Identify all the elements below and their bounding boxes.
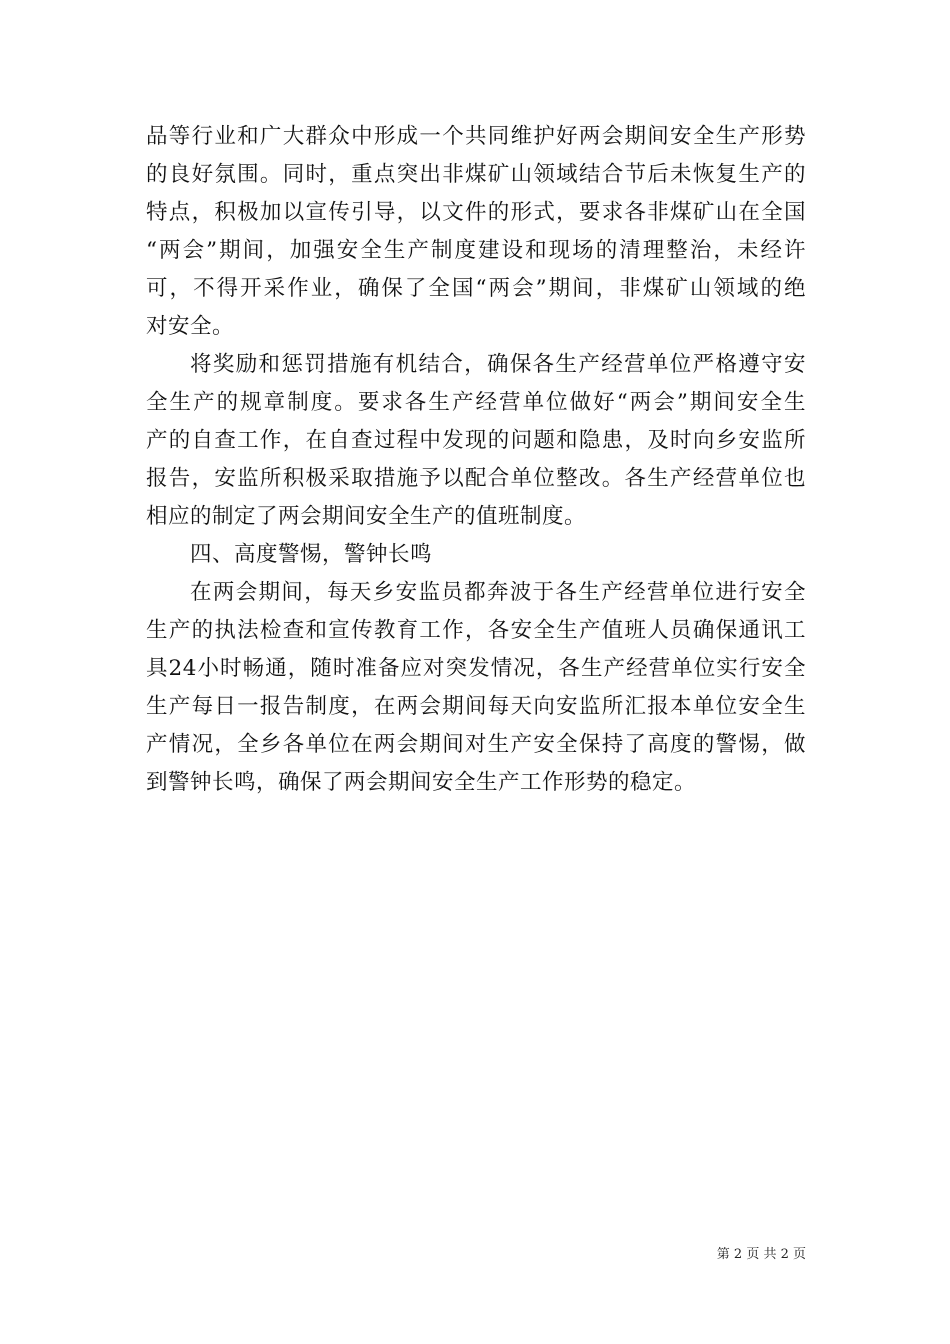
text-line-11: 相应的制定了两会期间安全生产的值班制度。 [146, 504, 587, 529]
text-line-5: 可，不得开采作业，确保了全国“两会”期间，非煤矿山领域的绝 [146, 276, 806, 301]
text-line-1: 品等行业和广大群众中形成一个共同维护好两会期间安全生产形势 [146, 124, 806, 149]
text-line-2: 的良好氛围。同时，重点突出非煤矿山领域结合节后未恢复生产的 [146, 162, 806, 187]
text-line-6: 对安全。 [146, 314, 235, 339]
text-line-17: 产情况，全乡各单位在两会期间对生产安全保持了高度的警惕，做 [146, 732, 806, 757]
section-heading: 四、高度警惕，警钟长鸣 [190, 542, 433, 567]
text-line-13: 在两会期间，每天乡安监员都奔波于各生产经营单位进行安全 [190, 580, 806, 605]
text-line-7: 将奖励和惩罚措施有机结合，确保各生产经营单位严格遵守安 [190, 352, 806, 377]
text-line-10: 报告，安监所积极采取措施予以配合单位整改。各生产经营单位也 [146, 466, 806, 491]
text-line-15: 具24小时畅通，随时准备应对突发情况，各生产经营单位实行安全 [146, 656, 806, 681]
text-line-4: “两会”期间，加强安全生产制度建设和现场的清理整治，未经许 [146, 238, 806, 263]
text-line-16: 生产每日一报告制度，在两会期间每天向安监所汇报本单位安全生 [146, 694, 806, 719]
text-line-3: 特点，积极加以宣传引导，以文件的形式，要求各非煤矿山在全国 [146, 200, 806, 225]
document-body [146, 118, 806, 802]
text-line-8: 全生产的规章制度。要求各生产经营单位做好“两会”期间安全生 [146, 390, 806, 415]
text-line-18: 到警钟长鸣，确保了两会期间安全生产工作形势的稳定。 [146, 770, 697, 795]
page-number-footer: 第 2 页 共 2 页 [716, 1247, 806, 1262]
text-line-9: 产的自查工作，在自查过程中发现的问题和隐患，及时向乡安监所 [146, 428, 806, 453]
text-line-14: 生产的执法检查和宣传教育工作，各安全生产值班人员确保通讯工 [146, 618, 806, 643]
